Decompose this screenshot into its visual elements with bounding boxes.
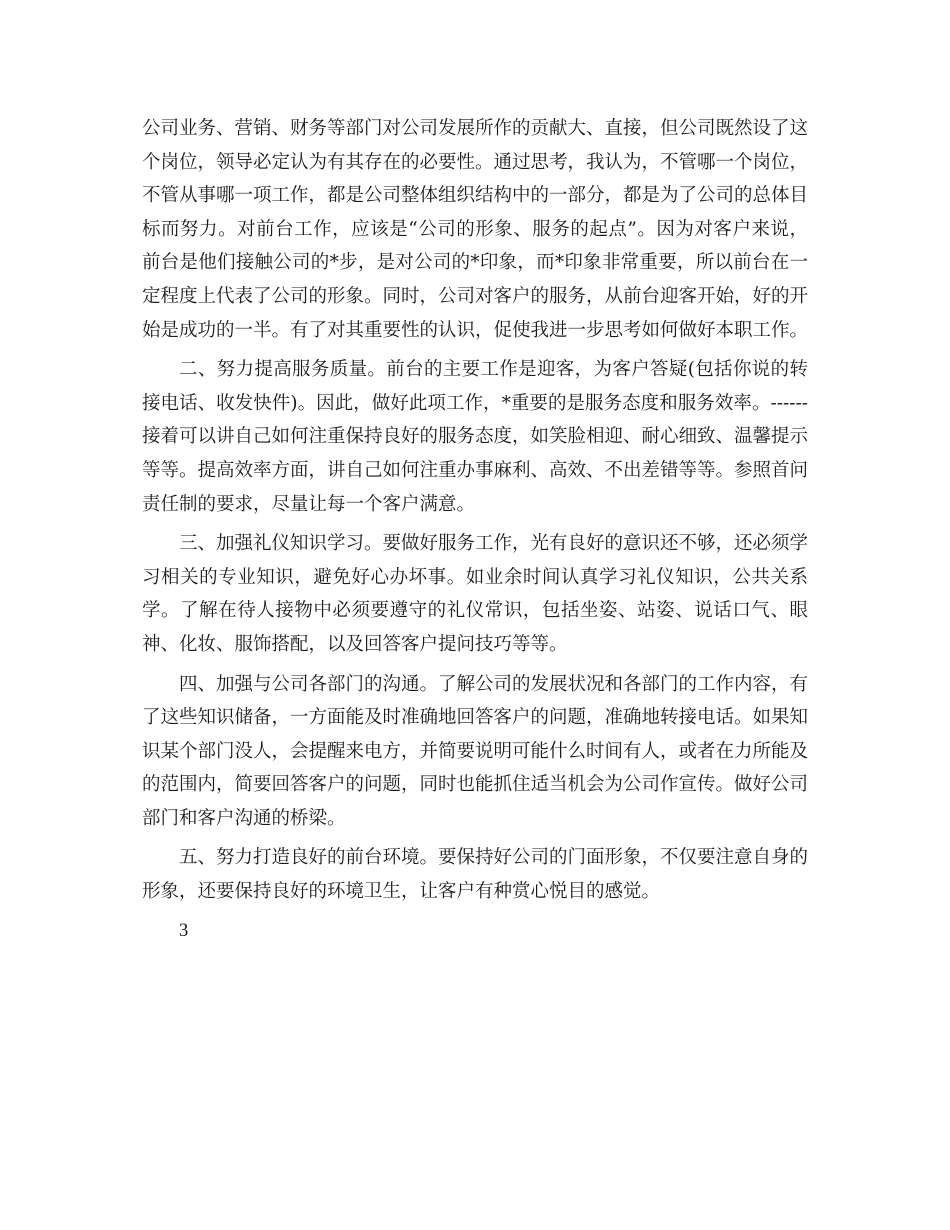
document-page <box>142 112 808 948</box>
paragraph-service-quality: 二、努力提高服务质量。前台的主要工作是迎客，为客户答疑(包括你说的转接电话、收发快件)。因此，做好此项工作，*重要的是服务态度和服务效率。------接着可以讲自己如何注重保持良好的服务态度，如笑脸相迎、耐心细致、温馨提示等等。提高效率方面，讲自己如何注重办事麻利、高效、不出差错等等。参照首问责任制的要求，尽量让每一个客户满意。 <box>142 359 809 515</box>
paragraph-front-desk-environment: 五、努力打造良好的前台环境。要保持好公司的门面形象，不仅要注意自身的形象，还要保持良好的环境卫生，让客户有种赏心悦目的感觉。 <box>142 847 809 903</box>
page-number: 3 <box>179 920 189 941</box>
paragraph-continuation: 公司业务、营销、财务等部门对公司发展所作的贡献大、直接，但公司既然设了这个岗位，领导必定认为有其存在的必要性。通过思考，我认为，不管哪一个岗位，不管从事哪一项工作，都是公司整体组织结构中的一部分，都是为了公司的总体目标而努力。对前台工作，应该是“公司的形象、服务的起点”。因为对客户来说，前台是他们接触公司的*步，是对公司的*印象，而*印象非常重要，所以前台在一定程度上代表了公司的形象。同时，公司对客户的服务，从前台迎客开始，好的开始是成功的一半。有了对其重要性的认识，促使我进一步思考如何做好本职工作。 <box>142 118 809 341</box>
paragraph-etiquette-study: 三、加强礼仪知识学习。要做好服务工作，光有良好的意识还不够，还必须学习相关的专业知识，避免好心办坏事。如业余时间认真学习礼仪知识，公共关系学。了解在待人接物中必须要遵守的礼仪常识，包括坐姿、站姿、说话口气、眼神、化妆、服饰搭配，以及回答客户提问技巧等等。 <box>142 533 809 655</box>
paragraph-department-communication: 四、加强与公司各部门的沟通。了解公司的发展状况和各部门的工作内容，有了这些知识储备，一方面能及时准确地回答客户的问题，准确地转接电话。如果知识某个部门没人，会提醒来电方，并简要说明可能什么时间有人，或者在力所能及的范围内，简要回答客户的问题，同时也能抓住适当机会为公司作宣传。做好公司部门和客户沟通的桥梁。 <box>142 673 809 829</box>
